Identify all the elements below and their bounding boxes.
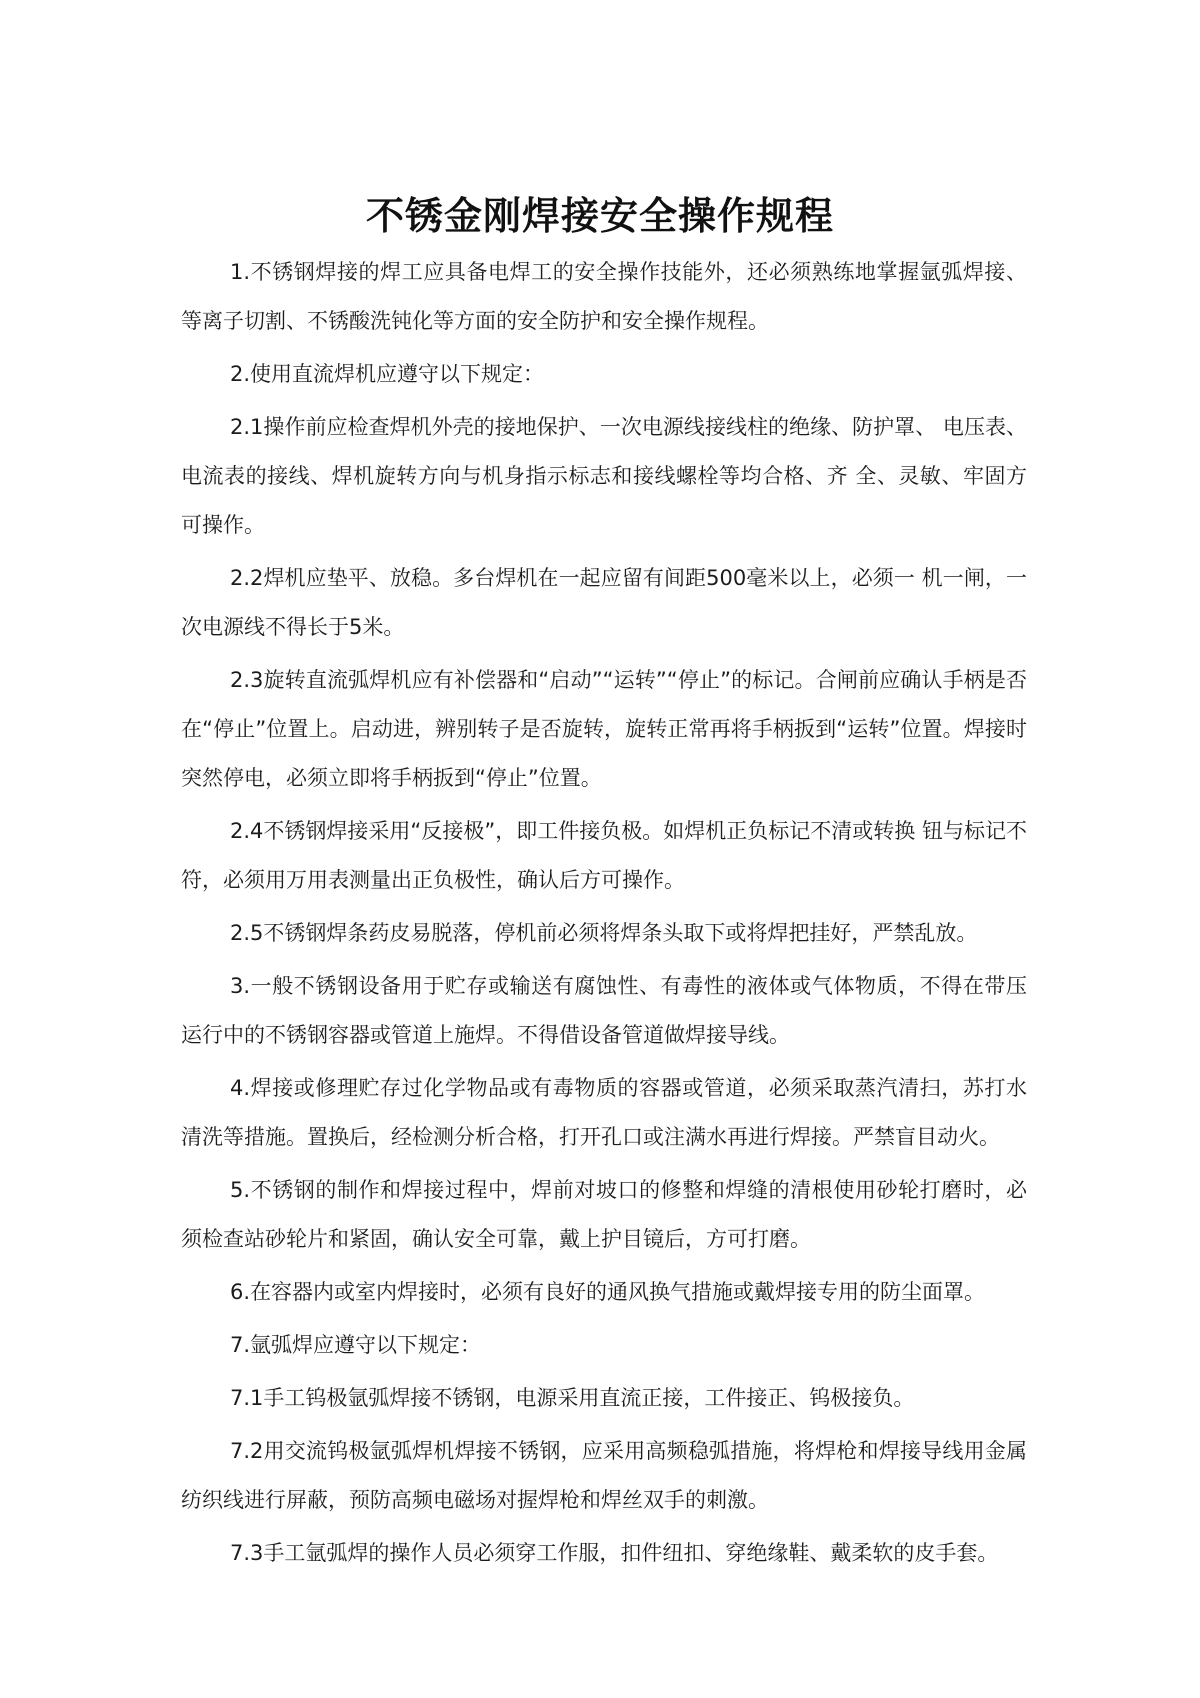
paragraph-7-2: 7.2用交流钨极氩弧焊机焊接不锈钢，应采用高频稳弧措施，将焊枪和焊接导线用金属纺织线进行屏蔽，预防高频电磁场对握焊枪和焊丝双手的刺激。: [181, 1439, 1027, 1512]
paragraph-2-4: 2.4不锈钢焊接采用“反接极”，即工件接负极。如焊机正负标记不清或转换 钮与标记不符，必须用万用表测量出正负极性，确认后方可操作。: [181, 819, 1027, 892]
paragraph-7-3: 7.3手工氩弧焊的操作人员必须穿工作服，扣件纽扣、穿绝缘鞋、戴柔软的皮手套。: [230, 1541, 999, 1565]
paragraph-5: 5.不锈钢的制作和焊接过程中，焊前对坡口的修整和焊缝的清根使用砂轮打磨时，必须检查站砂轮片和紧固，确认安全可靠，戴上护目镜后，方可打磨。: [181, 1178, 1027, 1251]
paragraph-4: 4.焊接或修理贮存过化学物品或有毒物质的容器或管道，必须采取蒸汽清扫，苏打水清洗等措施。置换后，经检测分析合格，打开孔口或注满水再进行焊接。严禁盲目动火。: [181, 1076, 1027, 1149]
paragraph-2: 2.使用直流焊机应遵守以下规定：: [230, 362, 545, 386]
document-body: [181, 248, 1027, 1582]
paragraph-1: 1.不锈钢焊接的焊工应具备电焊工的安全操作技能外，还必须熟练地掌握氩弧焊接、等离子切割、不锈酸洗钝化等方面的安全防护和安全操作规程。: [181, 260, 1027, 333]
paragraph-6: 6.在容器内或室内焊接时，必须有良好的通风换气措施或戴焊接专用的防尘面罩。: [230, 1280, 986, 1304]
paragraph-7: 7.氩弧焊应遵守以下规定：: [230, 1333, 482, 1357]
paragraph-2-1: 2.1操作前应检查焊机外壳的接地保护、一次电源线接线柱的绝缘、防护罩、 电压表、电流表的接线、焊机旋转方向与机身指示标志和接线螺栓等均合格、齐 全、灵敏、牢固方可操作。: [181, 415, 1027, 537]
document-title: 不锈金刚焊接安全操作规程: [365, 194, 834, 238]
paragraph-2-3: 2.3旋转直流弧焊机应有补偿器和“启动”“运转”“停止”的标记。合闸前应确认手柄是否在“停止”位置上。启动进，辨别转子是否旋转，旋转正常再将手柄扳到“运转”位置。焊接时突然停电，必须立即将手柄扳到“停止”位置。: [181, 668, 1027, 790]
paragraph-3: 3.一般不锈钢设备用于贮存或输送有腐蚀性、有毒性的液体或气体物质，不得在带压运行中的不锈钢容器或管道上施焊。不得借设备管道做焊接导线。: [181, 974, 1027, 1047]
paragraph-7-1: 7.1手工钨极氩弧焊接不锈钢，电源采用直流正接，工件接正、钨极接负。: [230, 1386, 915, 1410]
paragraph-2-2: 2.2焊机应垫平、放稳。多台焊机在一起应留有间距500毫米以上，必须一 机一闸，一次电源线不得长于5米。: [181, 566, 1027, 639]
paragraph-2-5: 2.5不锈钢焊条药皮易脱落，停机前必须将焊条头取下或将焊把挂好，严禁乱放。: [230, 921, 978, 945]
